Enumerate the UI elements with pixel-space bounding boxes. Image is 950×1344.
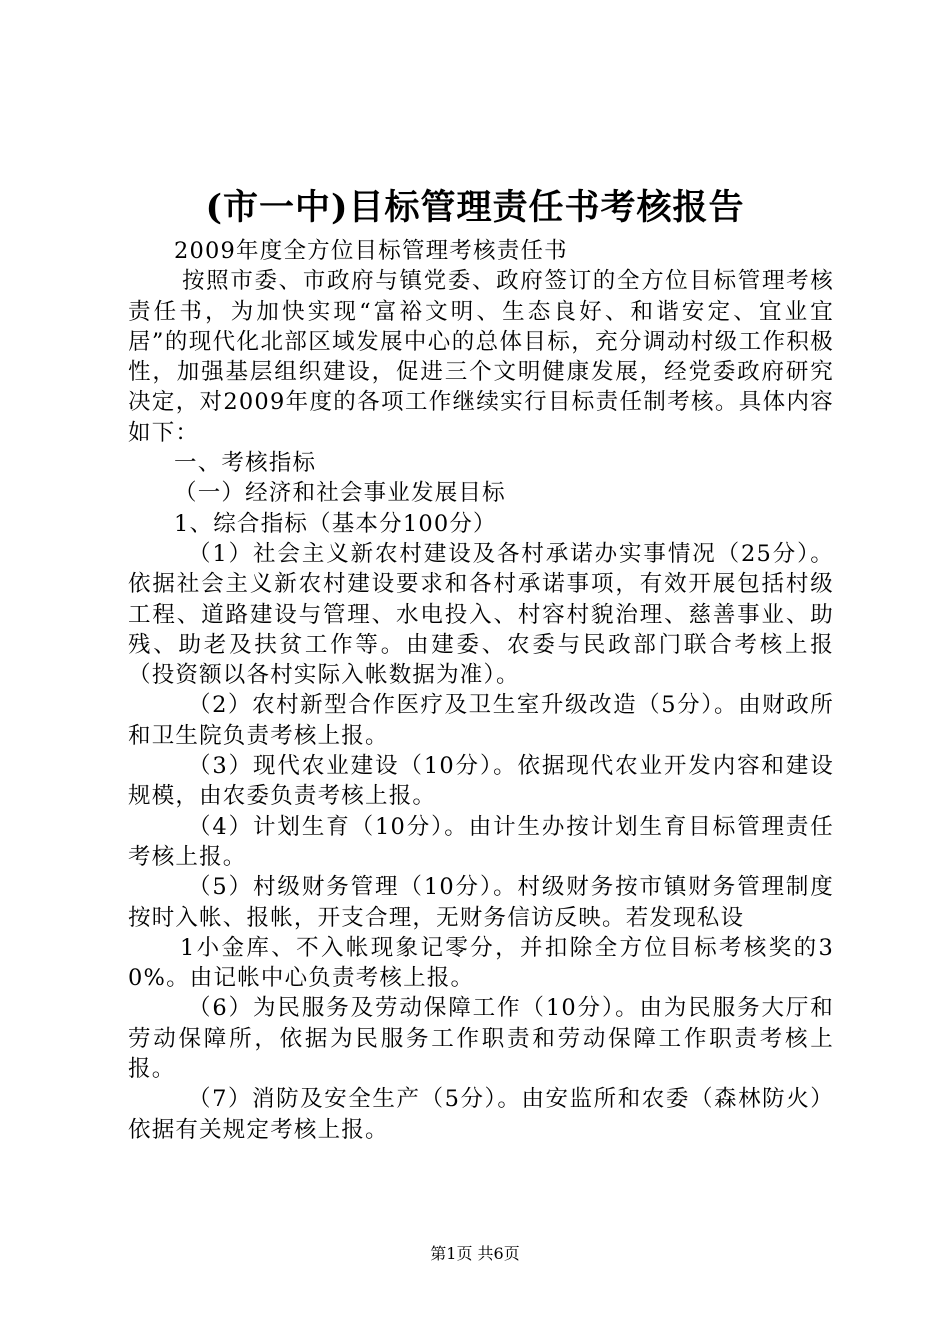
heading-subsection-1: （一）经济和社会事业发展目标	[174, 480, 506, 507]
heading-section-1: 一、考核指标	[174, 450, 317, 477]
paragraph-item-2: （2）农村新型合作医疗及卫生室升级改造（5分）。由财政所和卫生院负责考核上报。	[128, 692, 834, 749]
paragraph-item-1: （1）社会主义新农村建设及各村承诺办实事情况（25分）。依据社会主义新农村建设要求和各村承诺事项，有效开展包括村级工程、道路建设与管理、水电投入、村容村貌治理、慈善事业、助残、助老及扶贫工作等。由建委、农委与民政部门联合考核上报（投资额以各村实际入帐数据为准）。	[128, 540, 834, 689]
paragraph-item-6: （6）为民服务及劳动保障工作（10分）。由为民服务大厅和劳动保障所，依据为民服务工作职责和劳动保障工作职责考核上报。	[128, 995, 834, 1083]
paragraph-item-5: （5）村级财务管理（10分）。村级财务按市镇财务管理制度按时入帐、报帐，开支合理，无财务信访反映。若发现私设	[128, 874, 834, 931]
document-body	[128, 236, 834, 1145]
paragraph-item-3: （3）现代农业建设（10分）。依据现代农业开发内容和建设规模，由农委负责考核上报。	[128, 753, 834, 810]
paragraph-item-7: （7）消防及安全生产（5分）。由安监所和农委（森林防火）依据有关规定考核上报。	[128, 1086, 834, 1143]
heading-item-1: 1、综合指标（基本分100分）	[174, 510, 497, 537]
paragraph-intro: 按照市委、市政府与镇党委、政府签订的全方位目标管理考核责任书，为加快实现“富裕文明、生态良好、和谐安定、宜业宜居”的现代化北部区域发展中心的总体目标，充分调动村级工作积极性，加强基层组织建设，促进三个文明健康发展，经党委政府研究决定，对2009年度的各项工作继续实行目标责任制考核。具体内容如下：	[128, 268, 834, 446]
paragraph-item-4: （4）计划生育（10分）。由计生办按计划生育目标管理责任考核上报。	[128, 813, 834, 870]
page-footer: 第1页 共6页	[430, 1244, 520, 1263]
paragraph-subtitle: 2009年度全方位目标管理考核责任书	[174, 238, 568, 264]
paragraph-item-5-continued: 1小金库、不入帐现象记零分，并扣除全方位目标考核奖的30%。由记帐中心负责考核上报。	[128, 934, 834, 992]
document-title: (市一中)目标管理责任书考核报告	[205, 187, 745, 228]
